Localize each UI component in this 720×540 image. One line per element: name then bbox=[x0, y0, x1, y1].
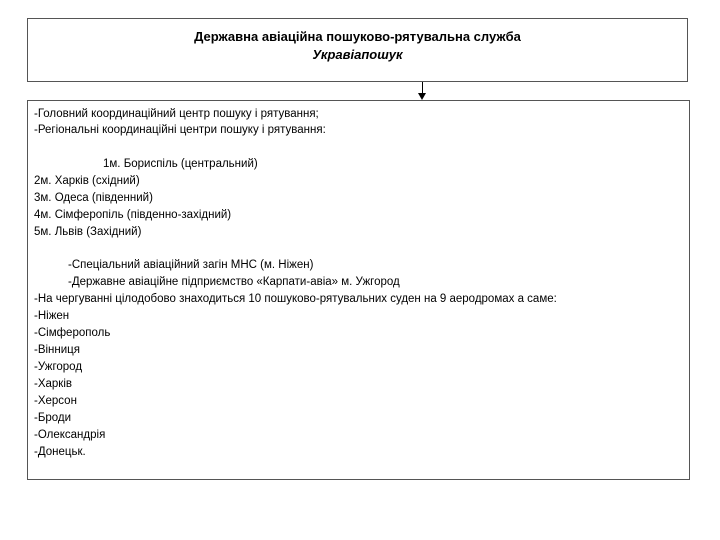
regional-center: 1м. Бориспіль (центральний) bbox=[103, 158, 258, 170]
service-title-box bbox=[27, 18, 688, 82]
airfield-item: -Броди bbox=[34, 412, 72, 424]
airfield-item: -Харків bbox=[34, 378, 72, 390]
airfield-item: -Херсон bbox=[34, 395, 77, 407]
airfield-item: -Ужгород bbox=[34, 361, 83, 373]
service-title: Державна авіаційна пошуково-рятувальна служба bbox=[194, 29, 521, 44]
airfield-item: -Олександрія bbox=[34, 429, 106, 441]
unit-line: -Державне авіаційне підприємство «Карпати-авіа» м. Ужгород bbox=[68, 276, 400, 288]
regional-center: 2м. Харків (східний) bbox=[34, 175, 140, 187]
airfield-item: -Вінниця bbox=[34, 344, 80, 356]
regional-center: 3м. Одеса (південний) bbox=[34, 192, 153, 204]
unit-line: -Спеціальний авіаційний загін МНС (м. Ніжен) bbox=[68, 259, 314, 271]
airfield-item: -Ніжен bbox=[34, 310, 70, 322]
airfield-item: -Донецьк. bbox=[34, 446, 86, 458]
regional-center: 4м. Сімферопіль (південно-західний) bbox=[34, 209, 232, 221]
regional-center: 5м. Львів (Західний) bbox=[34, 226, 142, 238]
structure-details-box bbox=[27, 100, 690, 480]
duty-intro: -На чергуванні цілодобово знаходиться 10 пошуково-рятувальних суден на 9 аеродромах а саме: bbox=[34, 293, 557, 305]
intro-line: -Головний координаційний центр пошуку і рятування; bbox=[34, 108, 319, 120]
arrow-down-icon bbox=[418, 93, 426, 100]
airfield-item: -Сімферополь bbox=[34, 327, 111, 339]
service-short-name: Укравіапошук bbox=[312, 47, 403, 62]
intro-line: -Регіональні координаційні центри пошуку і рятування: bbox=[34, 124, 326, 136]
